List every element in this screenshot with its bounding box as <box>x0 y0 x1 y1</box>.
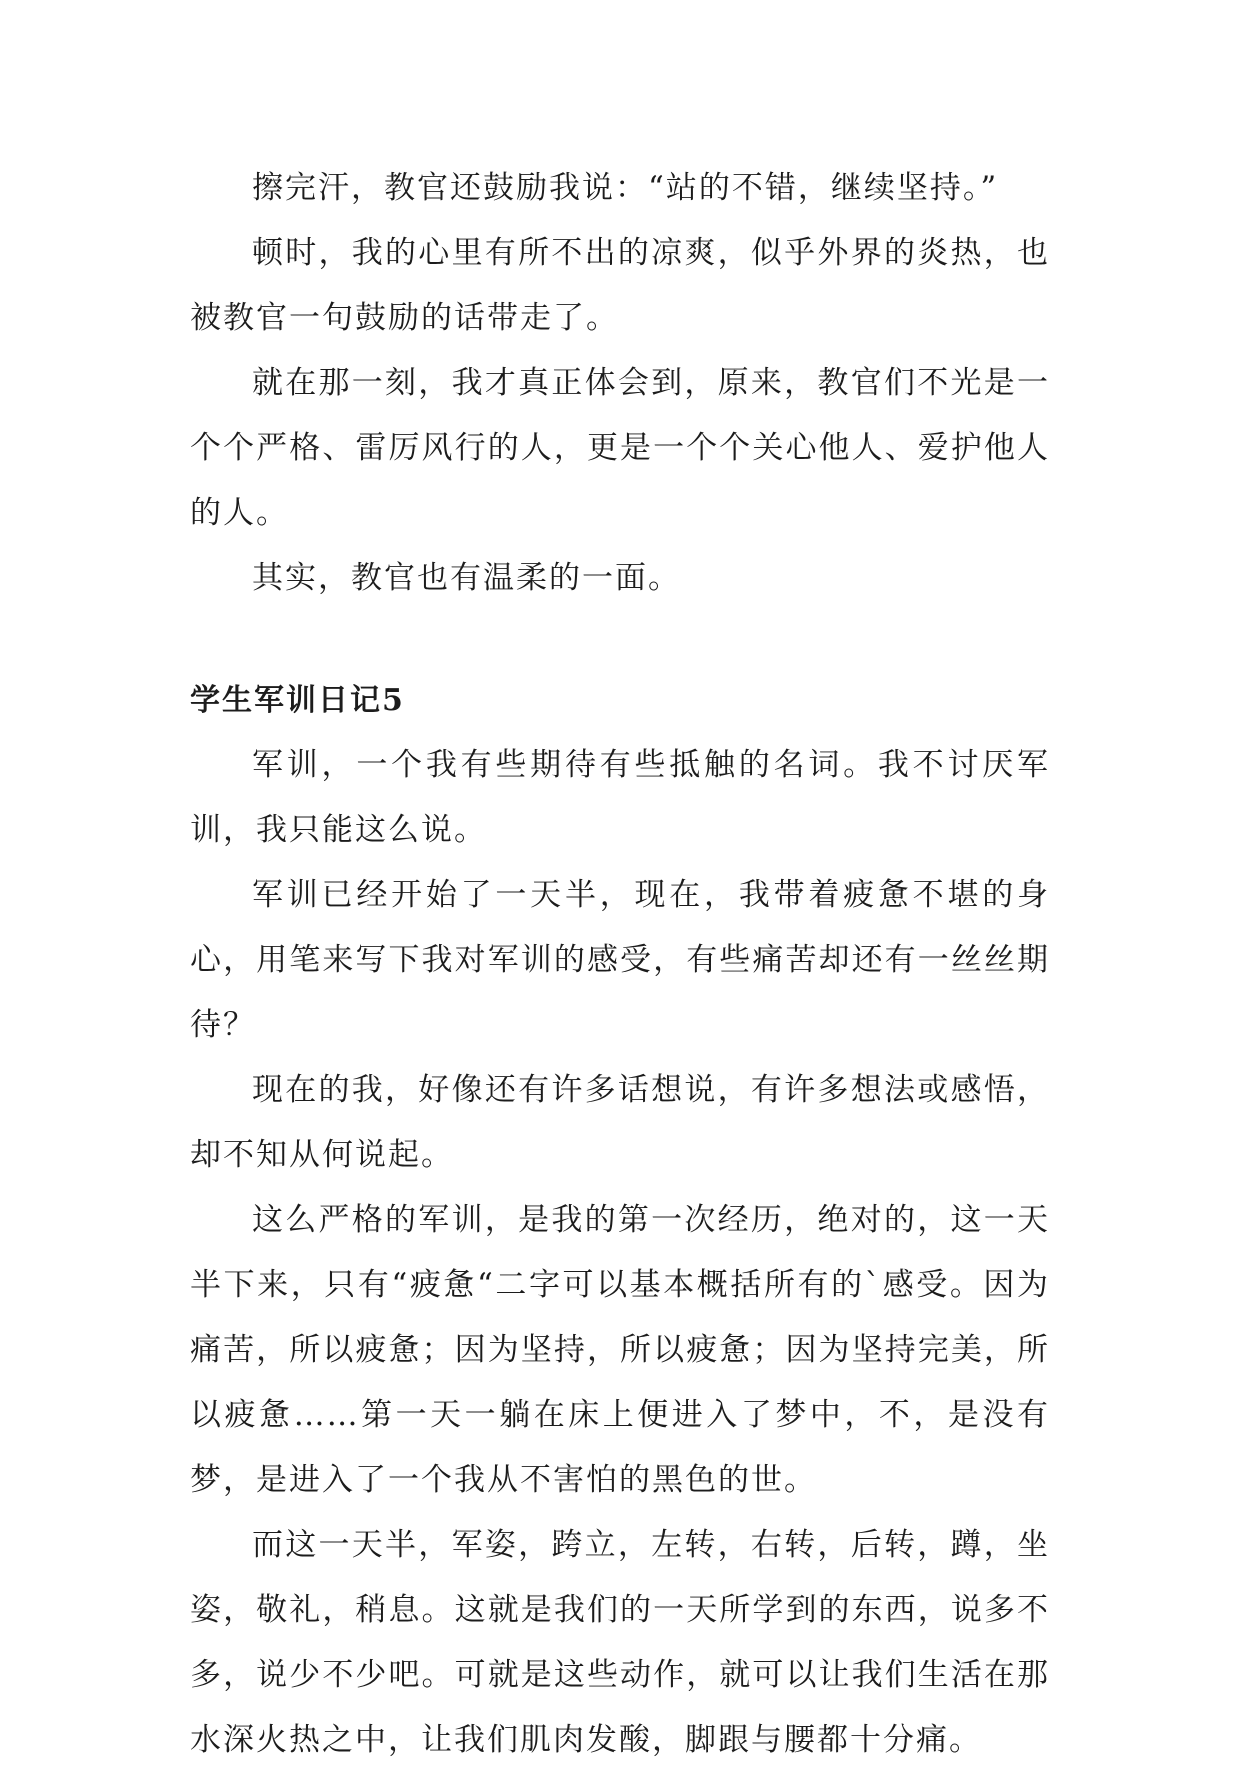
paragraph-4: 其实，教官也有温柔的一面。 <box>252 560 681 596</box>
paragraph-9: 而这一天半，军姿，跨立，左转，右转，后转，蹲，坐姿，敬礼，稍息。这就是我们的一天所学到的东西，说多不多，说少不少吧。可就是这些动作，就可以让我们生活在那水深火热之中，让我们肌肉发酸，脚跟与腰都十分痛。 <box>190 1527 1050 1758</box>
paragraph-1: 擦完汗，教官还鼓励我说：“站的不错，继续坚持。” <box>252 170 999 206</box>
paragraph-7: 现在的我，好像还有许多话想说，有许多想法或感悟，却不知从何说起。 <box>190 1072 1050 1173</box>
section-title: 学生军训日记5 <box>190 683 405 718</box>
document-body <box>190 156 1050 1773</box>
paragraph-8: 这么严格的军训，是我的第一次经历，绝对的，这一天半下来，只有“疲惫“二字可以基本概括所有的`感受。因为痛苦，所以疲惫；因为坚持，所以疲惫；因为坚持完美，所以疲惫……第一天一躺在床上便进入了梦中，不，是没有梦，是进入了一个我从不害怕的黑色的世。 <box>190 1202 1050 1498</box>
paragraph-5: 军训，一个我有些期待有些抵触的名词。我不讨厌军训，我只能这么说。 <box>190 747 1050 848</box>
paragraph-3: 就在那一刻，我才真正体会到，原来，教官们不光是一个个严格、雷厉风行的人，更是一个个关心他人、爱护他人的人。 <box>190 365 1050 531</box>
paragraph-2: 顿时，我的心里有所不出的凉爽，似乎外界的炎热，也被教官一句鼓励的话带走了。 <box>190 235 1050 336</box>
paragraph-6: 军训已经开始了一天半，现在，我带着疲惫不堪的身心，用笔来写下我对军训的感受，有些痛苦却还有一丝丝期待？ <box>190 877 1050 1043</box>
